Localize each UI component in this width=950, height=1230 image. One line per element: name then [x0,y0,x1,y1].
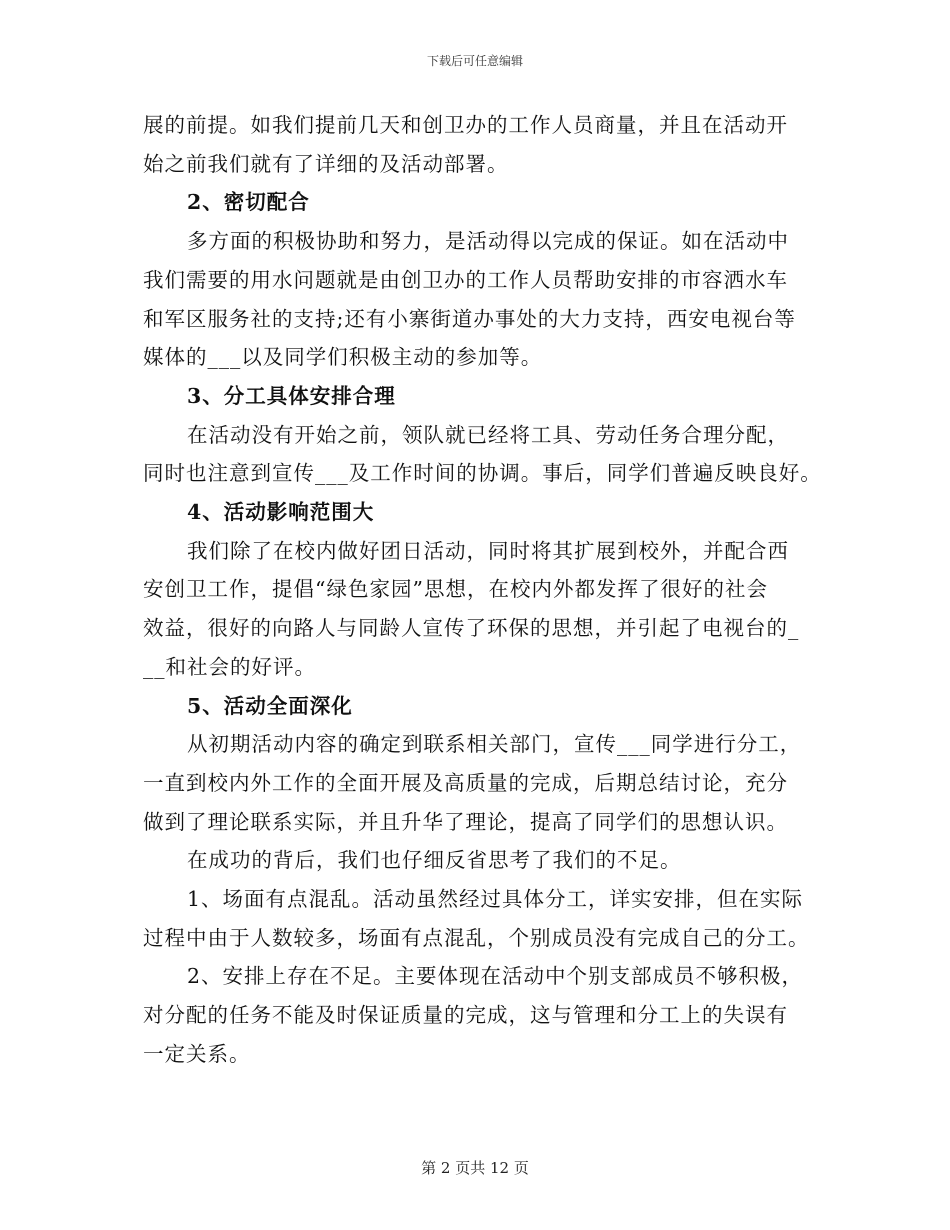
page-header: 下载后可任意编辑 [426,54,523,68]
body-line: 对分配的任务不能及时保证质量的完成，这与管理和分工上的失误有 [143,1003,788,1028]
body-line: 安创卫工作，提倡“绿色家园”思想，在校内外都发挥了很好的社会 [143,577,768,602]
body-line: 始之前我们就有了详细的及活动部署。 [143,151,509,176]
body-line: 多方面的积极协助和努力，是活动得以完成的保证。如在活动中 [187,229,789,254]
body-line: 效益，很好的向路人与同龄人宣传了环保的思想，并引起了电视台的_ [143,616,800,641]
section-heading: 4、活动影响范围大 [187,500,375,525]
body-line: 1、场面有点混乱。活动虽然经过具体分工，详实安排，但在实际 [187,887,804,912]
section-heading: 5、活动全面深化 [187,693,353,718]
body-line: 2、安排上存在不足。主要体现在活动中个别支部成员不够积极， [187,964,804,989]
section-heading: 3、分工具体安排合理 [187,383,396,408]
body-line: 在活动没有开始之前，领队就已经将工具、劳动任务合理分配， [187,422,789,447]
body-line: 一直到校内外工作的全面开展及高质量的完成，后期总结讨论，充分 [143,770,788,795]
body-line: 展的前提。如我们提前几天和创卫办的工作人员商量，并且在活动开 [143,113,788,137]
body-line: 过程中由于人数较多，场面有点混乱，个别成员没有完成自己的分工。 [143,925,810,950]
body-line: 同时也注意到宣传___及工作时间的协调。事后，同学们普遍反映良好。 [143,461,822,486]
body-line: 一定关系。 [143,1041,251,1066]
body-line: 媒体的___以及同学们积极主动的参加等。 [143,345,543,370]
body-line: __和社会的好评。 [143,654,316,679]
body-line: 和军区服务社的支持;还有小寨街道办事处的大力支持，西安电视台等 [143,306,796,331]
body-line: 从初期活动内容的确定到联系相关部门，宣传___同学进行分工， [187,732,802,757]
section-heading: 2、密切配合 [187,190,310,215]
page-number-footer: 第 2 页共 12 页 [421,1159,529,1177]
body-line: 我们除了在校内做好团日活动，同时将其扩展到校外，并配合西 [187,538,789,563]
document-body [143,106,822,1074]
body-line: 在成功的背后，我们也仔细反省思考了我们的不足。 [187,848,682,873]
body-line: 做到了理论联系实际，并且升华了理论，提高了同学们的思想认识。 [143,809,788,834]
body-line: 我们需要的用水问题就是由创卫办的工作人员帮助安排的市容洒水车 [143,267,788,292]
